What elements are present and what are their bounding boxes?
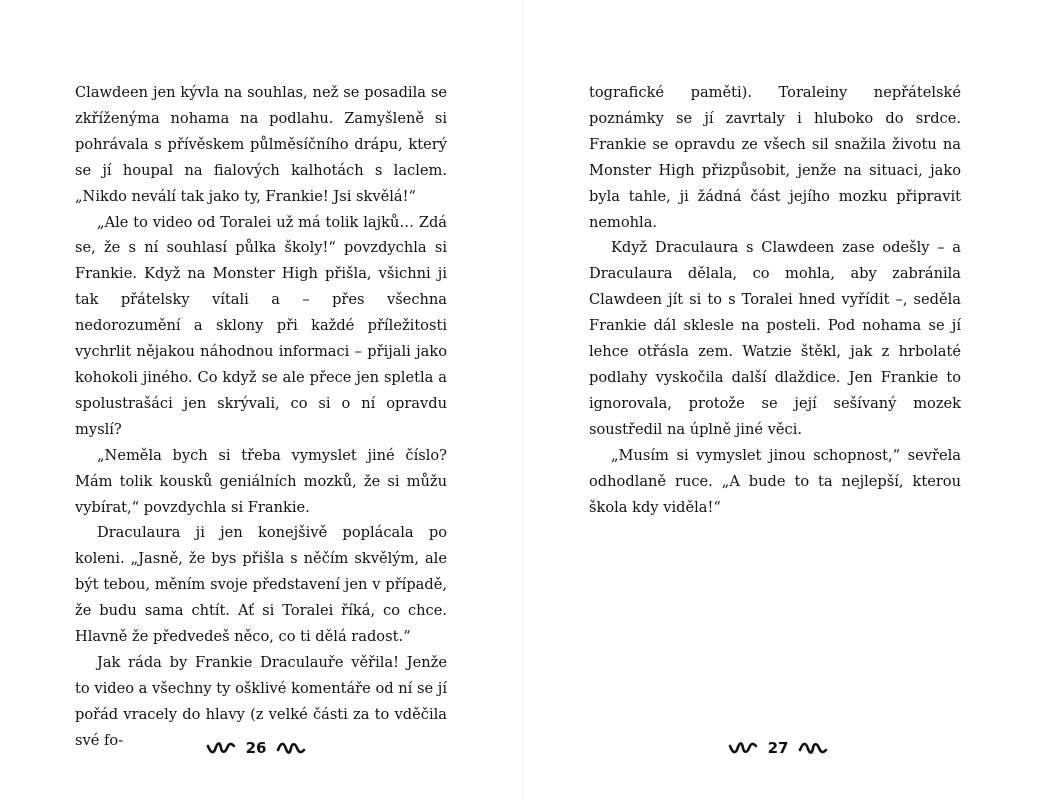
- paragraph: „Musím si vymyslet jinou schopnost,“ sevřela odhodlaně ruce. „A bude to ta nejlepší, kterou škola kdy viděla!“: [589, 446, 961, 516]
- paragraph: „Neměla bych si třeba vymyslet jiné číslo? Mám tolik kousků geniálních mozků, že si můžu vybírat,“ povzdychla si Frankie.: [75, 446, 447, 516]
- squiggle-ornament-icon: [276, 740, 306, 756]
- squiggle-ornament-icon: [728, 740, 758, 756]
- paragraph: Clawdeen jen kývla na souhlas, než se posadila se zkříženýma nohama na podlahu. Zamyšleně si pohrávala s přívěskem půlměsíčního drápu, který se jí houpal na fialových kalhotách s laclem. „Nikdo neválí tak jako ty, Frankie! Jsi skvělá!“: [75, 84, 447, 205]
- right-page: [522, 0, 1044, 800]
- left-page-text: [75, 80, 447, 754]
- paragraph: tografické paměti). Toraleiny nepřátelské poznámky se jí zavrtaly i hluboko do srdce. Frankie se opravdu ze všech sil snažila životu na Monster High přizpůsobit, jenže na situaci, jako byla tahle, ji žádná část jejího mozku připravit nemohla.: [589, 84, 961, 231]
- squiggle-ornament-icon: [206, 740, 236, 756]
- squiggle-ornament-icon: [798, 740, 828, 756]
- paragraph: „Ale to video od Toralei už má tolik lajků… Zdá se, že s ní souhlasí půlka školy!“ povzdychla si Frankie. Když na Monster High přišla, všichni ji tak přátelsky vítali a – přes všechna nedorozumění a sklony při každé příležitosti vychrlit nějakou náhodnou informaci – přijali jako kohokoli jiného. Co když se ale přece jen spletla a spolustrašáci jen skrývali, co si o ní opravdu myslí?: [75, 213, 447, 438]
- right-page-text: [589, 80, 961, 520]
- page-number: 27: [767, 739, 789, 757]
- page-number-footer: [176, 733, 336, 763]
- paragraph: Jak ráda by Frankie Draculauře věřila! Jenže to video a všechny ty ošklivé komentáře od ní se jí pořád vracely do hlavy (z velké části za to vděčila své fo-: [75, 653, 447, 749]
- paragraph: Když Draculaura s Clawdeen zase odešly – a Draculaura dělala, co mohla, aby zabránila Clawdeen jít si to s Toralei hned vyřídit –, seděla Frankie dál sklesle na posteli. Pod nohama se jí lehce otřásla zem. Watzie štěkl, jak z hrbolaté podlahy vyskočila další dlaždice. Jen Frankie to ignorovala, protože se její sešívaný mozek soustředil na úplně jiné věci.: [589, 239, 961, 438]
- page-number-footer: [698, 733, 858, 763]
- page-number: 26: [245, 739, 267, 757]
- paragraph: Draculaura ji jen konejšivě poplácala po koleni. „Jasně, že bys přišla s něčím skvělým, ale být tebou, měním svoje představení jen v případě, že budu sama chtít. Ať si Toralei říká, co chce. Hlavně že předvedeš něco, co ti dělá radost.“: [75, 524, 447, 646]
